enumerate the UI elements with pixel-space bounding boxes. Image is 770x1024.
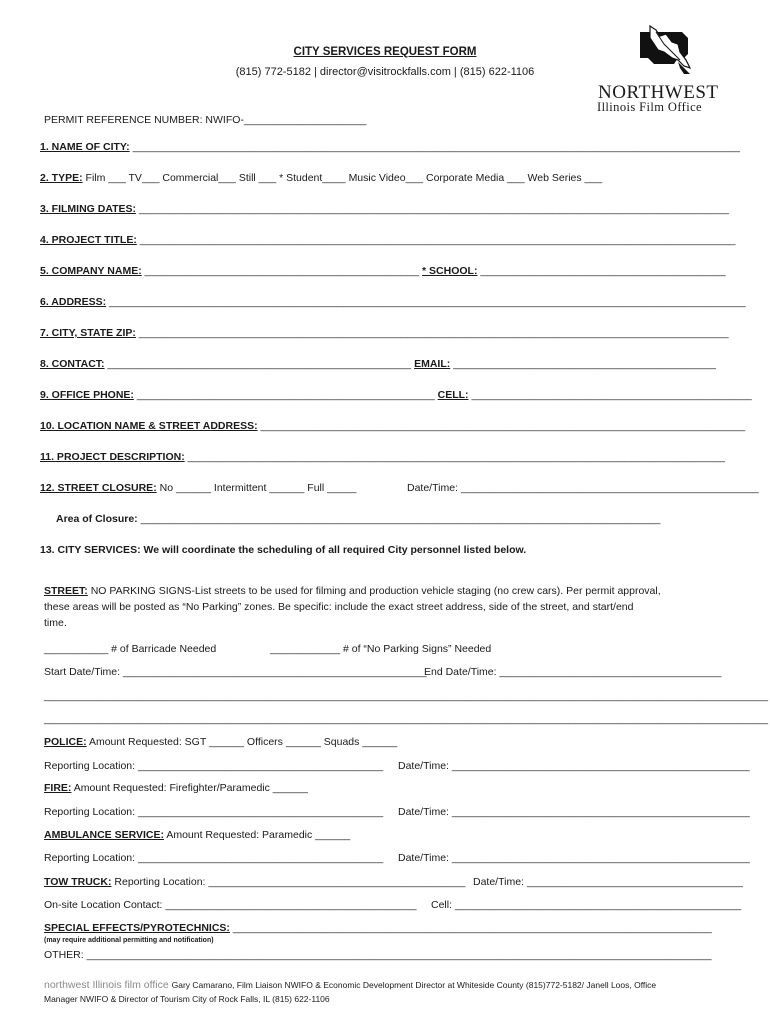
tow-label: TOW TRUCK: — [44, 876, 112, 888]
field-type[interactable] — [40, 172, 602, 184]
field-blank[interactable]: ________________________________________________________________________________________________________ — [132, 141, 740, 153]
tow-datetime[interactable]: Date/Time: _____________________________________ — [473, 876, 743, 888]
field-label-cell: CELL: — [437, 389, 469, 401]
footer-credit-1: Gary Camarano, Film Liaison NWIFO & Economic Development Director at Whiteside County (815)772-5182/ Janell Loos, Office — [171, 980, 657, 990]
field-label: 2. TYPE: — [40, 172, 83, 184]
footer-org: northwest Illinois film office — [44, 979, 169, 991]
police-label: POLICE: — [44, 736, 87, 748]
other-field[interactable]: OTHER: ___________________________________________________________________________________________________________ — [44, 949, 712, 961]
ambulance-datetime[interactable]: Date/Time: ___________________________________________________ — [398, 852, 750, 864]
police-datetime[interactable]: Date/Time: ___________________________________________________ — [398, 760, 750, 772]
field-label: 4. PROJECT TITLE: — [40, 234, 137, 246]
street-text-3: time. — [44, 617, 67, 629]
field-label: 5. COMPANY NAME: — [40, 265, 142, 277]
field-office-phone[interactable] — [40, 389, 752, 401]
ambulance-request[interactable] — [44, 829, 350, 841]
field-options[interactable]: Film ___ TV___ Commercial___ Still ___ * Student____ Music Video___ Corporate Media ___ Web Series ___ — [85, 172, 603, 184]
tow-reporting-location[interactable]: Reporting Location: ____________________________________________ — [114, 876, 466, 888]
contact-line: (815) 772-5182 | director@visitrockfalls.com | (815) 622-1106 — [235, 66, 535, 78]
street-start-datetime[interactable]: Start Date/Time: ____________________________________________________ — [44, 666, 427, 678]
fire-amount[interactable]: Amount Requested: Firefighter/Paramedic ______ — [73, 782, 308, 794]
police-amount[interactable]: Amount Requested: SGT ______ Officers ______ Squads ______ — [88, 736, 398, 748]
logo-subtitle: Illinois Film Office — [597, 100, 702, 114]
field-blank[interactable]: ___________________________________________________ — [136, 389, 435, 401]
field-project-title[interactable] — [40, 234, 735, 246]
field-blank[interactable]: _________________________________________________________________________________________ — [140, 513, 661, 525]
field-blank[interactable]: _____________________________________________________________________________________________________ — [138, 203, 729, 215]
field-label: Area of Closure: — [56, 513, 138, 525]
section-city-services: 13. CITY SERVICES: We will coordinate the scheduling of all required City personnel listed below. — [40, 544, 527, 556]
footer-credit-2: Manager NWIFO & Director of Tourism City of Rock Falls, IL (815) 622-1106 — [44, 994, 330, 1004]
eagle-logo-icon — [594, 24, 740, 84]
no-parking-signs-field[interactable]: ____________ # of “No Parking Signs” Needed — [270, 643, 492, 655]
field-label: 8. CONTACT: — [40, 358, 105, 370]
field-city-name[interactable] — [40, 141, 740, 153]
field-filming-dates[interactable] — [40, 203, 729, 215]
field-label: 6. ADDRESS: — [40, 296, 107, 308]
field-label: 3. FILMING DATES: — [40, 203, 137, 215]
barricade-field[interactable]: ___________ # of Barricade Needed — [44, 643, 217, 655]
field-blank-cell[interactable]: ________________________________________________ — [471, 389, 752, 401]
field-label: 1. NAME OF CITY: — [40, 141, 130, 153]
onsite-cell[interactable]: Cell: _________________________________________________ — [431, 899, 742, 911]
special-effects[interactable] — [44, 922, 712, 934]
fire-datetime[interactable]: Date/Time: ___________________________________________________ — [398, 806, 750, 818]
field-address[interactable] — [40, 296, 746, 308]
onsite-contact[interactable]: On-site Location Contact: ___________________________________________ — [44, 899, 417, 911]
ambulance-label: AMBULANCE SERVICE: — [44, 829, 164, 841]
logo-title: NORTHWEST — [598, 82, 719, 103]
field-city-state-zip[interactable] — [40, 327, 729, 339]
field-street-closure[interactable] — [40, 482, 356, 494]
ambulance-reporting-location[interactable]: Reporting Location: __________________________________________ — [44, 852, 384, 864]
street-blank-line[interactable]: ____________________________________________________________________________________________________________________________ — [44, 713, 769, 725]
special-effects-note: (may require additional permitting and notification) — [44, 937, 214, 944]
special-effects-blank[interactable]: __________________________________________________________________________________ — [232, 922, 712, 934]
field-blank[interactable]: _____________________________________________________________________________________________________________ — [109, 296, 746, 308]
field-blank[interactable]: _______________________________________________ — [144, 265, 420, 277]
ambulance-amount[interactable]: Amount Requested: Paramedic ______ — [166, 829, 351, 841]
field-area-of-closure[interactable] — [56, 513, 660, 525]
special-effects-label: SPECIAL EFFECTS/PYROTECHNICS: — [44, 922, 230, 934]
police-request[interactable] — [44, 736, 397, 748]
field-blank[interactable]: ____________________________________________________ — [107, 358, 412, 370]
street-text-1: NO PARKING SIGNS-List streets to be used for filming and production vehicle staging (no crew cars). Per permit approval, — [90, 585, 661, 597]
field-label: 11. PROJECT DESCRIPTION: — [40, 451, 185, 463]
field-blank[interactable]: ___________________________________________________________________________________ — [260, 420, 746, 432]
field-label: 10. LOCATION NAME & STREET ADDRESS: — [40, 420, 258, 432]
field-label-school: * SCHOOL: — [422, 265, 478, 277]
street-label: STREET: — [44, 585, 88, 597]
street-line-1 — [44, 585, 661, 597]
field-label: 7. CITY, STATE ZIP: — [40, 327, 136, 339]
field-label-email: EMAIL: — [414, 358, 451, 370]
field-blank[interactable]: _____________________________________________________________________________________________________ — [138, 327, 729, 339]
street-text-2: these areas will be posted as “No Parking” zones. Be specific: include the exact street address, side of the street, and start/end — [44, 601, 634, 613]
field-location[interactable] — [40, 420, 745, 432]
footer-line-1 — [44, 979, 656, 991]
field-blank-email[interactable]: _____________________________________________ — [453, 358, 716, 370]
field-label: 12. STREET CLOSURE: — [40, 482, 157, 494]
field-label: 9. OFFICE PHONE: — [40, 389, 134, 401]
field-options[interactable]: No ______ Intermittent ______ Full _____ — [159, 482, 357, 494]
street-blank-line[interactable]: ____________________________________________________________________________________________________________________________ — [44, 690, 769, 702]
field-project-description[interactable] — [40, 451, 725, 463]
permit-reference[interactable]: PERMIT REFERENCE NUMBER: NWIFO-_____________________ — [44, 114, 367, 126]
field-blank-school[interactable]: __________________________________________ — [480, 265, 726, 277]
field-closure-datetime[interactable]: Date/Time: ___________________________________________________ — [407, 482, 759, 494]
fire-request[interactable] — [44, 782, 308, 794]
field-blank[interactable]: ______________________________________________________________________________________________________ — [139, 234, 736, 246]
fire-label: FIRE: — [44, 782, 72, 794]
form-title: CITY SERVICES REQUEST FORM — [293, 46, 477, 58]
tow-truck-request[interactable] — [44, 876, 465, 888]
police-reporting-location[interactable]: Reporting Location: __________________________________________ — [44, 760, 384, 772]
street-end-datetime[interactable]: End Date/Time: ______________________________________ — [424, 666, 722, 678]
field-company-name[interactable] — [40, 265, 726, 277]
field-contact[interactable] — [40, 358, 716, 370]
fire-reporting-location[interactable]: Reporting Location: __________________________________________ — [44, 806, 384, 818]
field-blank[interactable]: ____________________________________________________________________________________________ — [187, 451, 725, 463]
